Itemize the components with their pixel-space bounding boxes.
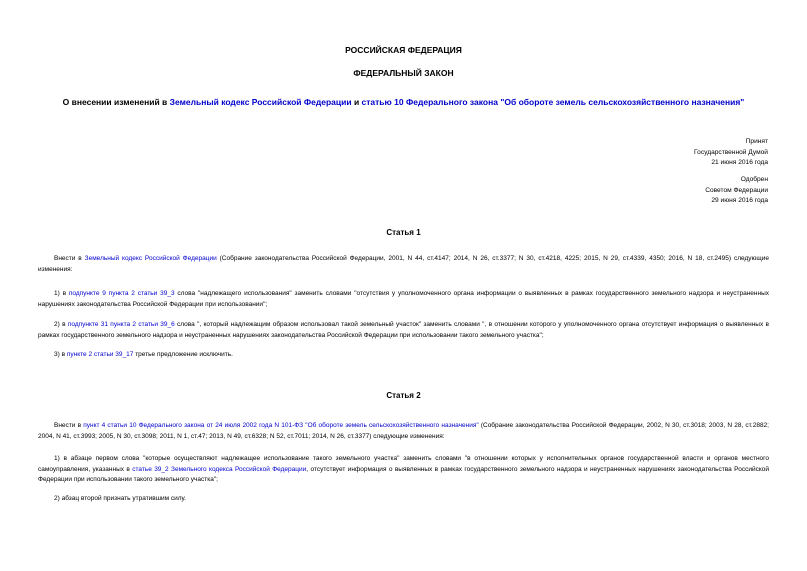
- article2-heading: Статья 2: [386, 391, 421, 400]
- article2-item2: [38, 494, 769, 505]
- article2-item1-text-b: , отсутствует информация о выявленных в рамках государственного земельного надзора и неустраненных нарушениях законодательства Российской Федерации при использовании такого земельного участка";: [38, 465, 769, 483]
- article1-heading: Статья 1: [386, 228, 421, 237]
- adoption-date: 21 июня 2016 года: [711, 159, 768, 166]
- article1-land-code-link[interactable]: Земельный кодекс Российской Федерации: [84, 255, 217, 262]
- article1-item2-text-b: слова ", который надлежащим образом использовал такой земельный участок" заменить словами ", в отношении которого у уполномоченного органа отсутствует информация о выявленных в рамках государственного земельного надзора и неустраненных нарушениях законодательства Российской Федерации при использовании такого земельного участка";: [38, 321, 769, 339]
- article1-item3-text-a: 3) в: [54, 351, 67, 358]
- article10-link[interactable]: статью 10 Федерального закона "Об обороте земель сельскохозяйственного назначения": [361, 97, 745, 107]
- article1-intro-text-a: Внести в: [54, 255, 85, 262]
- article1-intro-text-b: (Собрание законодательства Российской Федерации, 2001, N 44, ст.4147; 2014, N 26, ст.3377; N 30, ст.4218, 4225; 2015, N 29, ст.4339, 4350; 2016, N 18, ст.2495) следующие изменения:: [38, 255, 769, 273]
- country-heading: РОССИЙСКАЯ ФЕДЕРАЦИЯ: [345, 45, 462, 55]
- article1-item2-text-a: 2) в: [54, 321, 68, 328]
- law-type-heading: ФЕДЕРАЛЬНЫЙ ЗАКОН: [353, 68, 454, 78]
- adoption-block: [694, 137, 768, 169]
- title-text-2: и: [351, 97, 362, 107]
- article1-item2-link[interactable]: подпункте 31 пункта 2 статьи 39_6: [67, 321, 175, 328]
- approval-block: [705, 175, 768, 207]
- law-title: [0, 97, 807, 107]
- article1-item3-link[interactable]: пункте 2 статьи 39_17: [66, 351, 134, 358]
- approval-body: Советом Федерации: [705, 186, 768, 194]
- article1-item2: [38, 320, 769, 341]
- approval-label: Одобрен: [740, 176, 768, 183]
- article1-item3-text-b: третье предложение исключить.: [133, 351, 233, 358]
- article1-item3: [38, 350, 769, 361]
- article1-item1-text-b: слова "надлежащего использования" заменить словами "отсутствия у уполномоченного органа информации о выявленных в рамках государственного земельного надзора и неустраненных нарушениях законодательства Российской Федерации при использовании";: [38, 290, 769, 308]
- adoption-body: Государственной Думой: [694, 148, 768, 156]
- article1-item1-text-a: 1) в: [54, 290, 69, 297]
- article1-intro: [38, 254, 769, 275]
- adoption-label: Принят: [745, 138, 768, 145]
- article2-law-link[interactable]: пункт 4 статьи 10 Федерального закона от 24 июля 2002 года N 101-ФЗ "Об обороте земель сельскохозяйственного назначения": [83, 422, 479, 429]
- article2-item1: [38, 454, 769, 486]
- land-code-link[interactable]: Земельный кодекс Российской Федерации: [169, 97, 352, 107]
- article2-intro: [38, 421, 769, 442]
- article2-intro-text-b: (Собрание законодательства Российской Федерации, 2002, N 30, ст.3018; 2003, N 28, ст.2882; 2004, N 41, ст.3993; 2005, N 30, ст.3098; 2011, N 1, ст.47; 2013, N 49, ст.6328; N 52, ст.7011; 2014, N 26, ст.3377) следующие изменения:: [38, 422, 769, 440]
- article1-item1: [38, 289, 769, 310]
- title-text-1: О внесении изменений в: [62, 97, 170, 107]
- article1-item1-link[interactable]: подпункте 9 пункта 2 статьи 39_3: [68, 290, 175, 297]
- approval-date: 29 июня 2016 года: [711, 197, 768, 204]
- article2-intro-text-a: Внести в: [54, 422, 84, 429]
- article2-item1-link[interactable]: статье 39_2 Земельного кодекса Российской Федерации: [132, 465, 307, 473]
- article2-item2-text: 2) абзац второй признать утратившим силу.: [54, 495, 186, 502]
- article2-item1-text-a: 1) в абзаце первом слова "которые осуществляют надлежащее использование такого земельного участка" заменить словами "в отношении которых у исполнительных органов государственной власти и органов местного самоуправления, указанных в: [38, 455, 769, 473]
